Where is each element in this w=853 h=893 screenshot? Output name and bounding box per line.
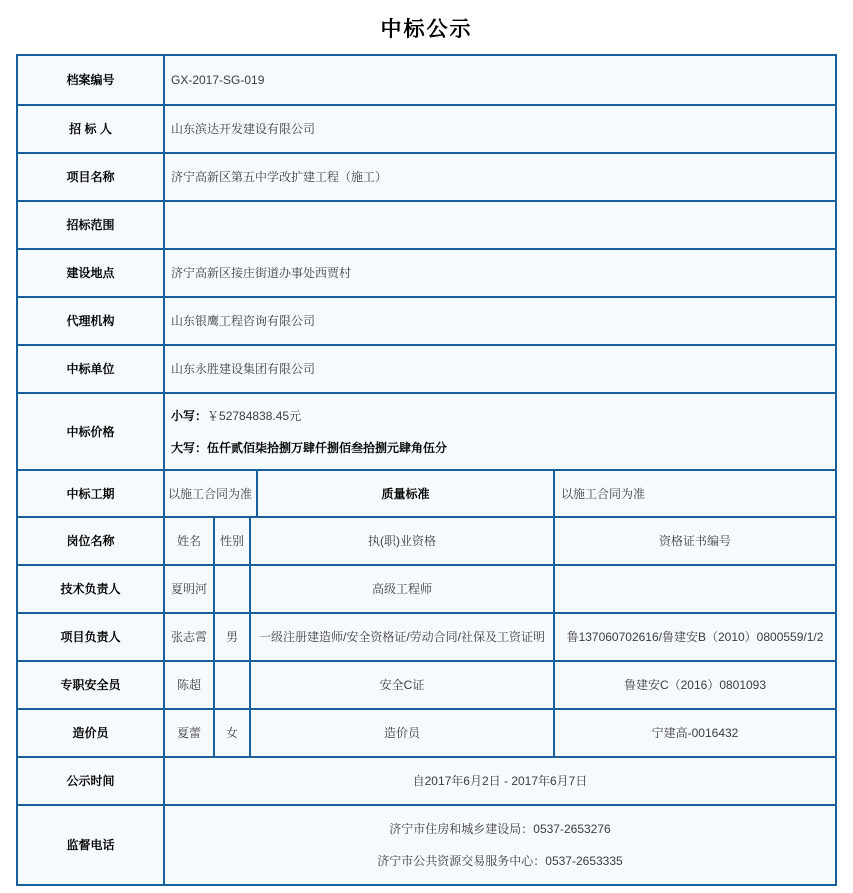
table-row-archive-no: [18, 56, 835, 106]
qualification-cell: 安全C证: [251, 662, 555, 708]
table-row-location: [18, 250, 835, 298]
label-cell: 中标价格: [18, 394, 165, 469]
name-header-cell: 姓名: [165, 518, 215, 564]
label-cell: 监督电话: [18, 806, 165, 884]
label-cell: 代理机构: [18, 298, 165, 344]
table-row-tender-scope: [18, 202, 835, 250]
staff-row-project-manager: [18, 614, 835, 662]
label-cell: 技术负责人: [18, 566, 165, 612]
cert-no-cell: 鲁建安C（2016）0801093: [623, 678, 767, 692]
quality-standard-label-cell: 质量标准: [258, 471, 555, 516]
cert-no-cell: 鲁137060702616/鲁建安B（2010）0800559/1/2: [566, 630, 824, 644]
supervision-phone-value-cell: [165, 806, 835, 884]
value-cell: [165, 202, 835, 248]
table-row-supervision-phone: [18, 806, 835, 884]
label-cell: 公示时间: [18, 758, 165, 804]
label-cell: 建设地点: [18, 250, 165, 296]
name-cell: 夏蕾: [165, 710, 215, 756]
table-row-project-name: [18, 154, 835, 202]
table-row-tenderee: [18, 106, 835, 154]
name-cell: 张志霄: [165, 614, 215, 660]
gender-cell: 男: [215, 614, 251, 660]
price-big-label: 大写：: [171, 440, 208, 455]
name-cell: 陈超: [165, 662, 215, 708]
value-cell: GX-2017-SG-019: [171, 73, 265, 87]
table-row-winner: [18, 346, 835, 394]
label-cell: 造价员: [18, 710, 165, 756]
page-title: 中标公示: [380, 17, 473, 41]
qualification-cell: 高级工程师: [251, 566, 555, 612]
staff-row-cost-engineer: [18, 710, 835, 758]
value-cell: 济宁高新区第五中学改扩建工程（施工）: [171, 170, 388, 184]
gender-header-cell: 性别: [215, 518, 251, 564]
label-cell: 项目名称: [18, 154, 165, 200]
value-cell: 济宁高新区接庄街道办事处西贾村: [171, 266, 352, 280]
table-row-publicity-time: [18, 758, 835, 806]
label-cell: 项目负责人: [18, 614, 165, 660]
value-cell: 山东银鹰工程咨询有限公司: [171, 314, 316, 328]
qualification-cell: 一级注册建造师/安全资格证/劳动合同/社保及工资证明: [251, 614, 555, 660]
label-cell: 岗位名称: [18, 518, 165, 564]
price-small-line: [171, 407, 301, 425]
table-row-period: [18, 471, 835, 518]
label-cell: 招 标 人: [18, 106, 165, 152]
label-cell: 中标工期: [18, 471, 165, 516]
supervision-phone-line-2: 济宁市公共资源交易服务中心：0537-2653335: [377, 854, 623, 868]
qualification-header-cell: 执(职)业资格: [251, 518, 555, 564]
period-value-cell: 以施工合同为准: [165, 471, 258, 516]
supervision-phone-line-1: 济宁市住房和城乡建设局：0537-2653276: [389, 822, 611, 836]
name-cell: 夏明河: [165, 566, 215, 612]
value-cell: 山东滨达开发建设有限公司: [171, 122, 316, 136]
cert-no-cell: [555, 566, 835, 612]
qualification-cell: 造价员: [251, 710, 555, 756]
gender-cell: 女: [215, 710, 251, 756]
quality-standard-value-cell: 以施工合同为准: [561, 486, 646, 501]
gender-cell: [215, 662, 251, 708]
label-cell: 档案编号: [18, 56, 165, 104]
staff-row-technical-director: [18, 566, 835, 614]
table-row-agency: [18, 298, 835, 346]
price-small-value: ￥52784838.45元: [207, 408, 302, 423]
price-value-cell: [165, 394, 835, 469]
cert-no-cell: 宁建高-0016432: [651, 726, 739, 740]
table-row-bid-price: [18, 394, 835, 471]
staff-header-row: [18, 518, 835, 566]
label-cell: 专职安全员: [18, 662, 165, 708]
price-big-line: [171, 439, 447, 457]
staff-row-safety-officer: [18, 662, 835, 710]
label-cell: 招标范围: [18, 202, 165, 248]
cert-no-header-cell: 资格证书编号: [658, 534, 731, 548]
value-cell: 山东永胜建设集团有限公司: [171, 362, 316, 376]
publicity-time-value-cell: 自2017年6月2日 - 2017年6月7日: [412, 774, 588, 788]
price-small-label: 小写：: [171, 408, 208, 423]
label-cell: 中标单位: [18, 346, 165, 392]
announcement-table: [16, 54, 837, 886]
price-big-value: 伍仟贰佰柒拾捌万肆仟捌佰叁拾捌元肆角伍分: [207, 440, 448, 455]
gender-cell: [215, 566, 251, 612]
